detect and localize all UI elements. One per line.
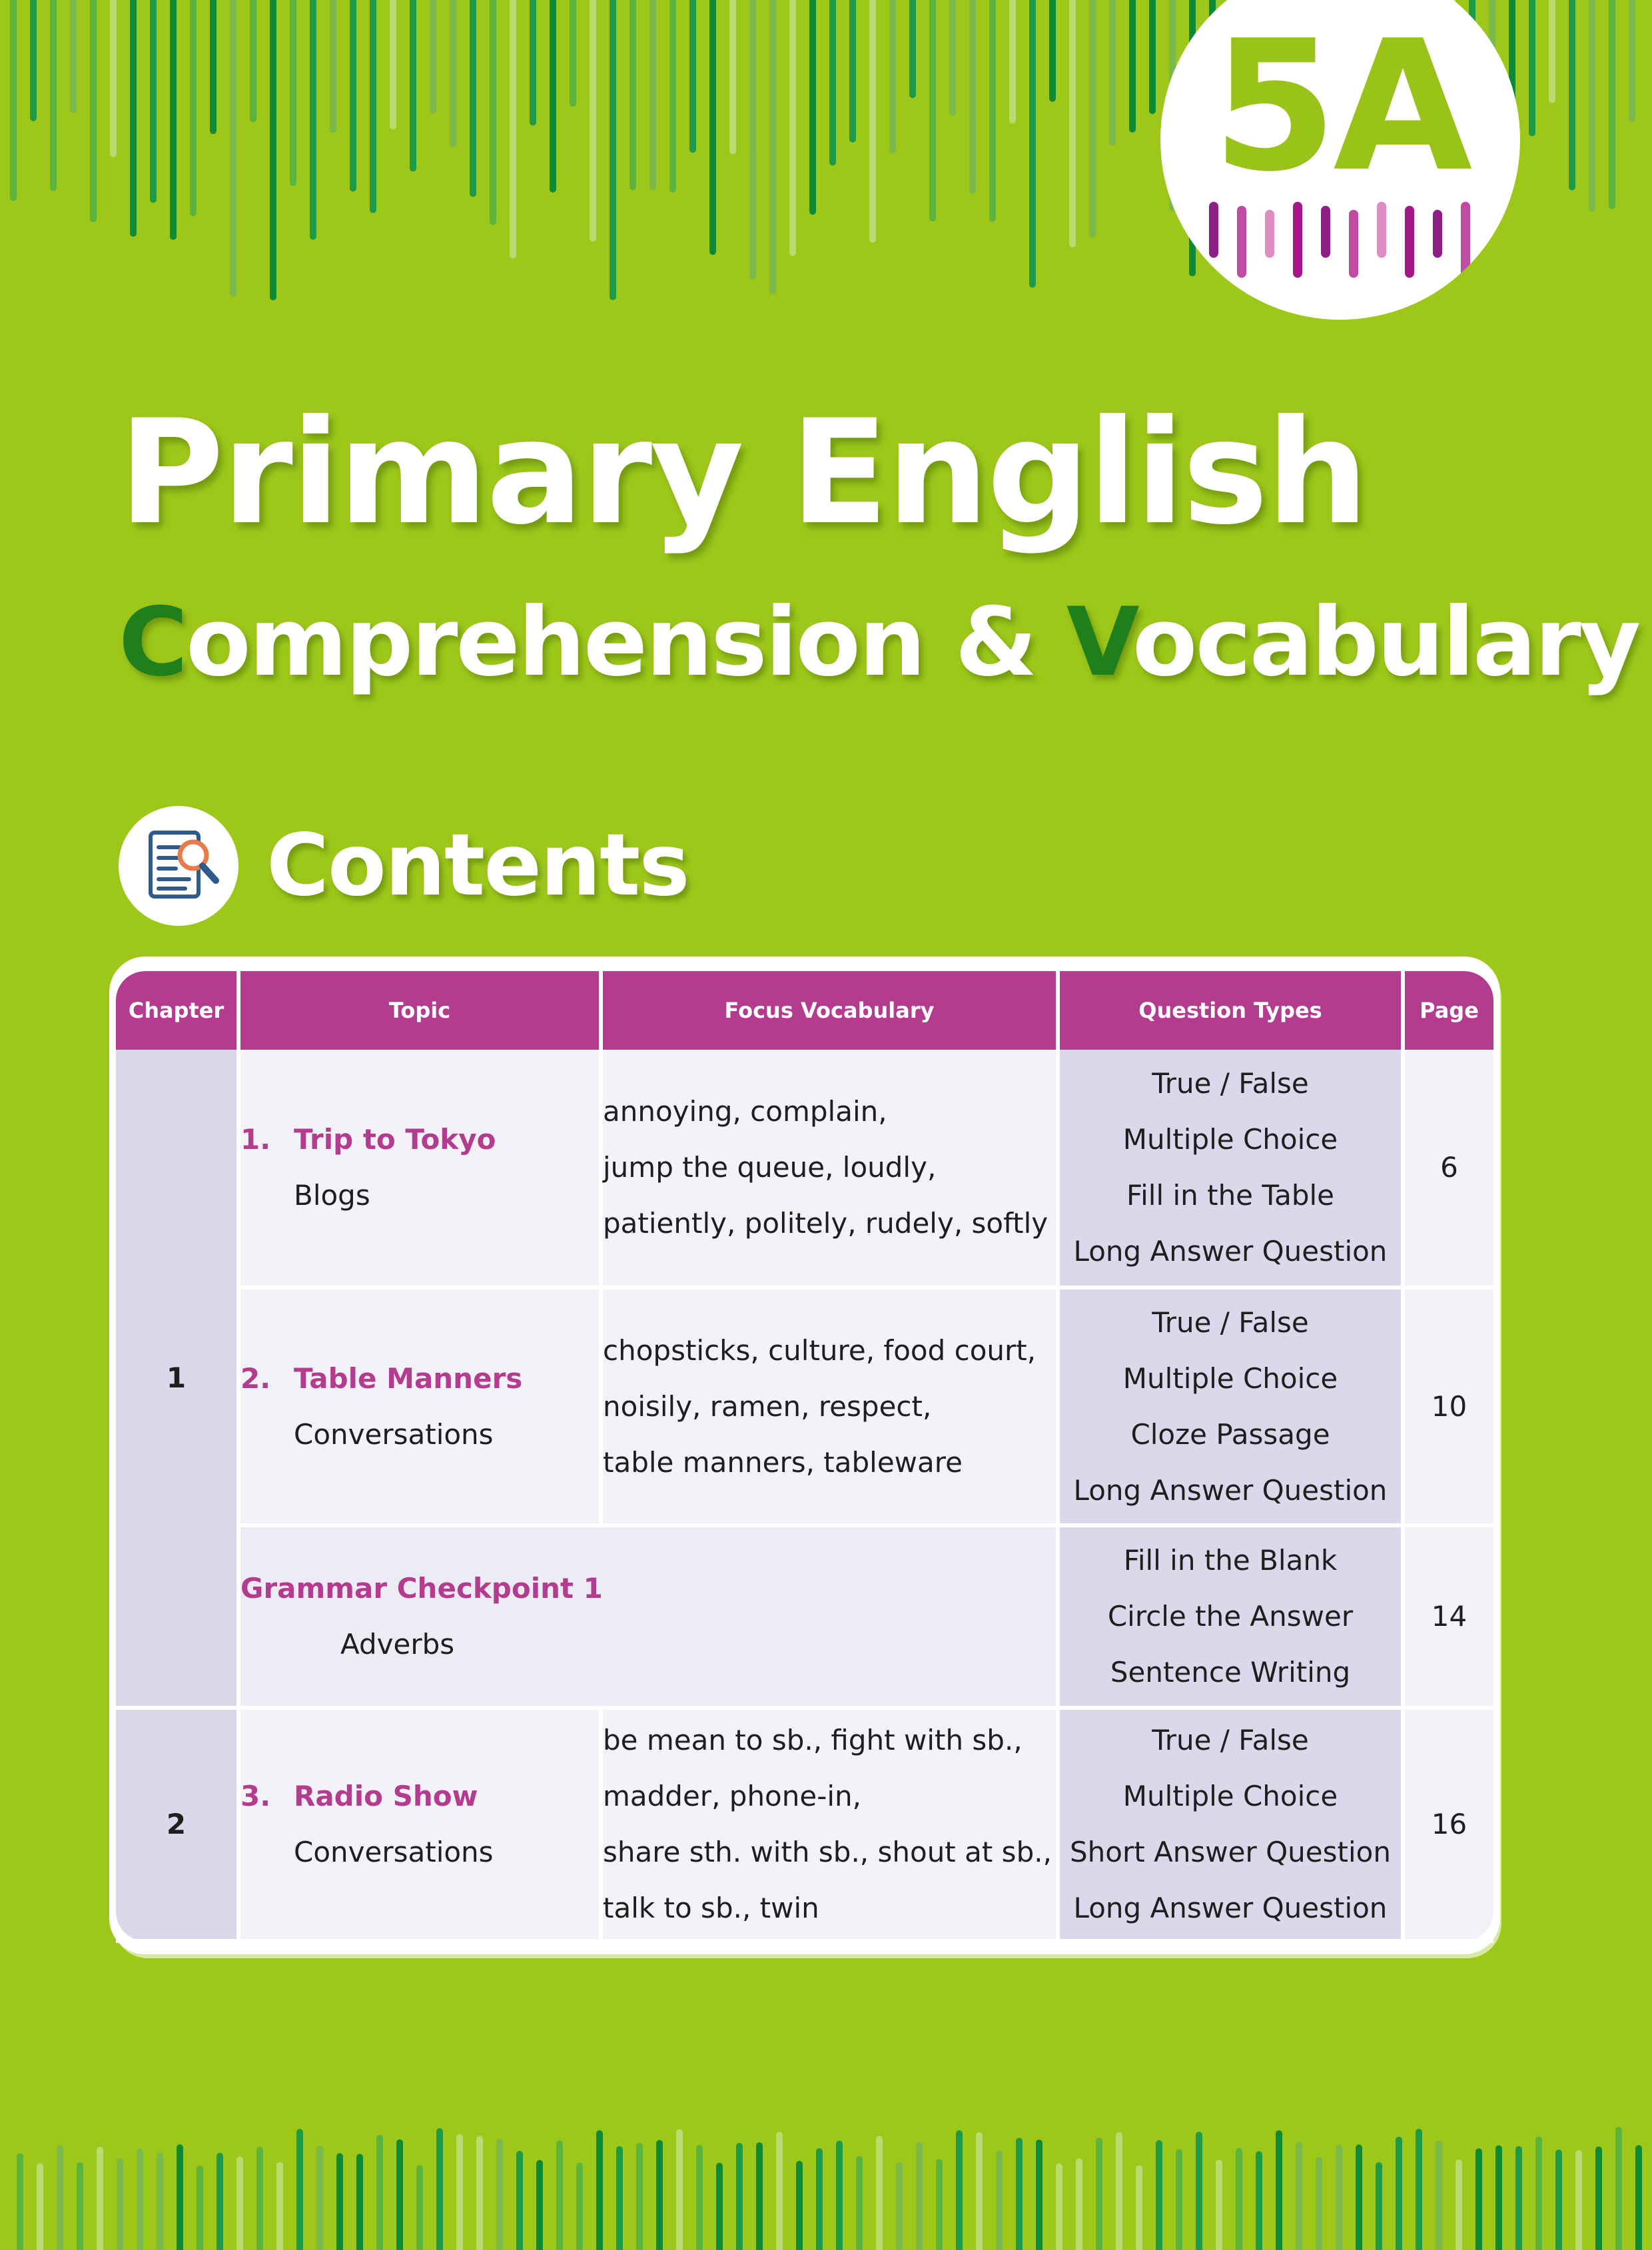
table-row [116, 1050, 1493, 1288]
question-types-cell [1058, 1050, 1403, 1288]
page-number: 14 [1403, 1525, 1493, 1708]
question-types-cell [1058, 1288, 1403, 1525]
question-type: Short Answer Question [1070, 1836, 1391, 1868]
unit-title: Trip to Tokyo [294, 1123, 496, 1156]
header-topic: Topic [238, 971, 601, 1050]
chapter-number: 2 [116, 1708, 238, 1941]
unit-genre: Conversations [294, 1417, 494, 1451]
vocab-line: chopsticks, culture, food court, [603, 1333, 1036, 1367]
unit-number: 3. [240, 1780, 271, 1812]
grammar-topic: Adverbs [340, 1628, 455, 1661]
page-number: 6 [1403, 1050, 1493, 1288]
question-type: Sentence Writing [1110, 1656, 1351, 1688]
question-type: True / False [1152, 1067, 1309, 1100]
question-types-cell [1058, 1525, 1403, 1708]
topic-cell [238, 1288, 601, 1525]
question-type: Long Answer Question [1073, 1473, 1388, 1507]
subtitle-part-1: omprehension & [186, 587, 1066, 697]
topic-cell [238, 1708, 601, 1941]
header-focus-vocabulary: Focus Vocabulary [601, 971, 1058, 1050]
unit-number: 1. [240, 1123, 271, 1156]
book-subtitle [119, 583, 1639, 703]
unit-genre: Blogs [294, 1179, 370, 1212]
header-page: Page [1403, 971, 1493, 1050]
vocab-line: patiently, politely, rudely, softly [603, 1207, 1048, 1240]
table-row [116, 1525, 1493, 1708]
subtitle-part-2: ocabulary [1132, 587, 1639, 697]
vocab-line: annoying, complain, [603, 1095, 887, 1128]
vocab-cell [601, 1050, 1058, 1288]
vocab-line: table manners, tableware [603, 1445, 963, 1479]
vocab-line: talk to sb., twin [603, 1892, 819, 1924]
table-row [116, 1288, 1493, 1525]
vocab-line: jump the queue, loudly, [603, 1151, 937, 1184]
contents-table-frame [112, 959, 1497, 1952]
vocab-line: share sth. with sb., shout at sb., [603, 1836, 1052, 1868]
topic-cell [238, 1050, 601, 1288]
question-type: Long Answer Question [1073, 1235, 1388, 1268]
vocab-cell [601, 1288, 1058, 1525]
vocab-line: noisily, ramen, respect, [603, 1389, 932, 1423]
page-number: 16 [1403, 1708, 1493, 1941]
question-type: Multiple Choice [1122, 1780, 1338, 1812]
unit-number: 2. [240, 1361, 271, 1395]
question-type: Circle the Answer [1107, 1600, 1354, 1633]
bottom-stripe-pattern [0, 2117, 1652, 2250]
question-types-cell [1058, 1708, 1403, 1941]
question-type: True / False [1152, 1306, 1309, 1339]
unit-title: Radio Show [294, 1780, 478, 1812]
subtitle-initial-v: V [1066, 587, 1132, 697]
contents-heading: Contents [266, 816, 689, 915]
table-row [116, 1708, 1493, 1941]
question-type: Multiple Choice [1122, 1361, 1338, 1395]
page-number: 10 [1403, 1288, 1493, 1525]
subtitle-initial-c: C [119, 587, 187, 697]
grammar-checkpoint-cell [238, 1525, 1058, 1708]
document-magnifier-icon [119, 806, 238, 926]
table-header-row [116, 971, 1493, 1050]
badge-bars-decoration [1200, 200, 1480, 280]
vocab-line: madder, phone-in, [603, 1780, 862, 1812]
chapter-number: 1 [116, 1050, 238, 1708]
book-title: Primary English [119, 389, 1367, 556]
level-label: 5A [1212, 1, 1469, 211]
grammar-title: Grammar Checkpoint 1 [240, 1572, 603, 1605]
unit-title: Table Manners [294, 1361, 523, 1395]
vocab-cell [601, 1708, 1058, 1941]
question-type: Long Answer Question [1073, 1892, 1388, 1924]
header-question-types: Question Types [1058, 971, 1403, 1050]
vocab-line: be mean to sb., fight with sb., [603, 1724, 1023, 1756]
unit-genre: Conversations [294, 1836, 494, 1868]
question-type: True / False [1152, 1724, 1309, 1756]
question-type: Fill in the Blank [1123, 1544, 1338, 1577]
level-badge [1160, 0, 1520, 320]
header-chapter: Chapter [116, 971, 238, 1050]
question-type: Fill in the Table [1126, 1179, 1334, 1212]
contents-table [116, 971, 1493, 1943]
question-type: Cloze Passage [1130, 1417, 1330, 1451]
question-type: Multiple Choice [1122, 1123, 1338, 1156]
